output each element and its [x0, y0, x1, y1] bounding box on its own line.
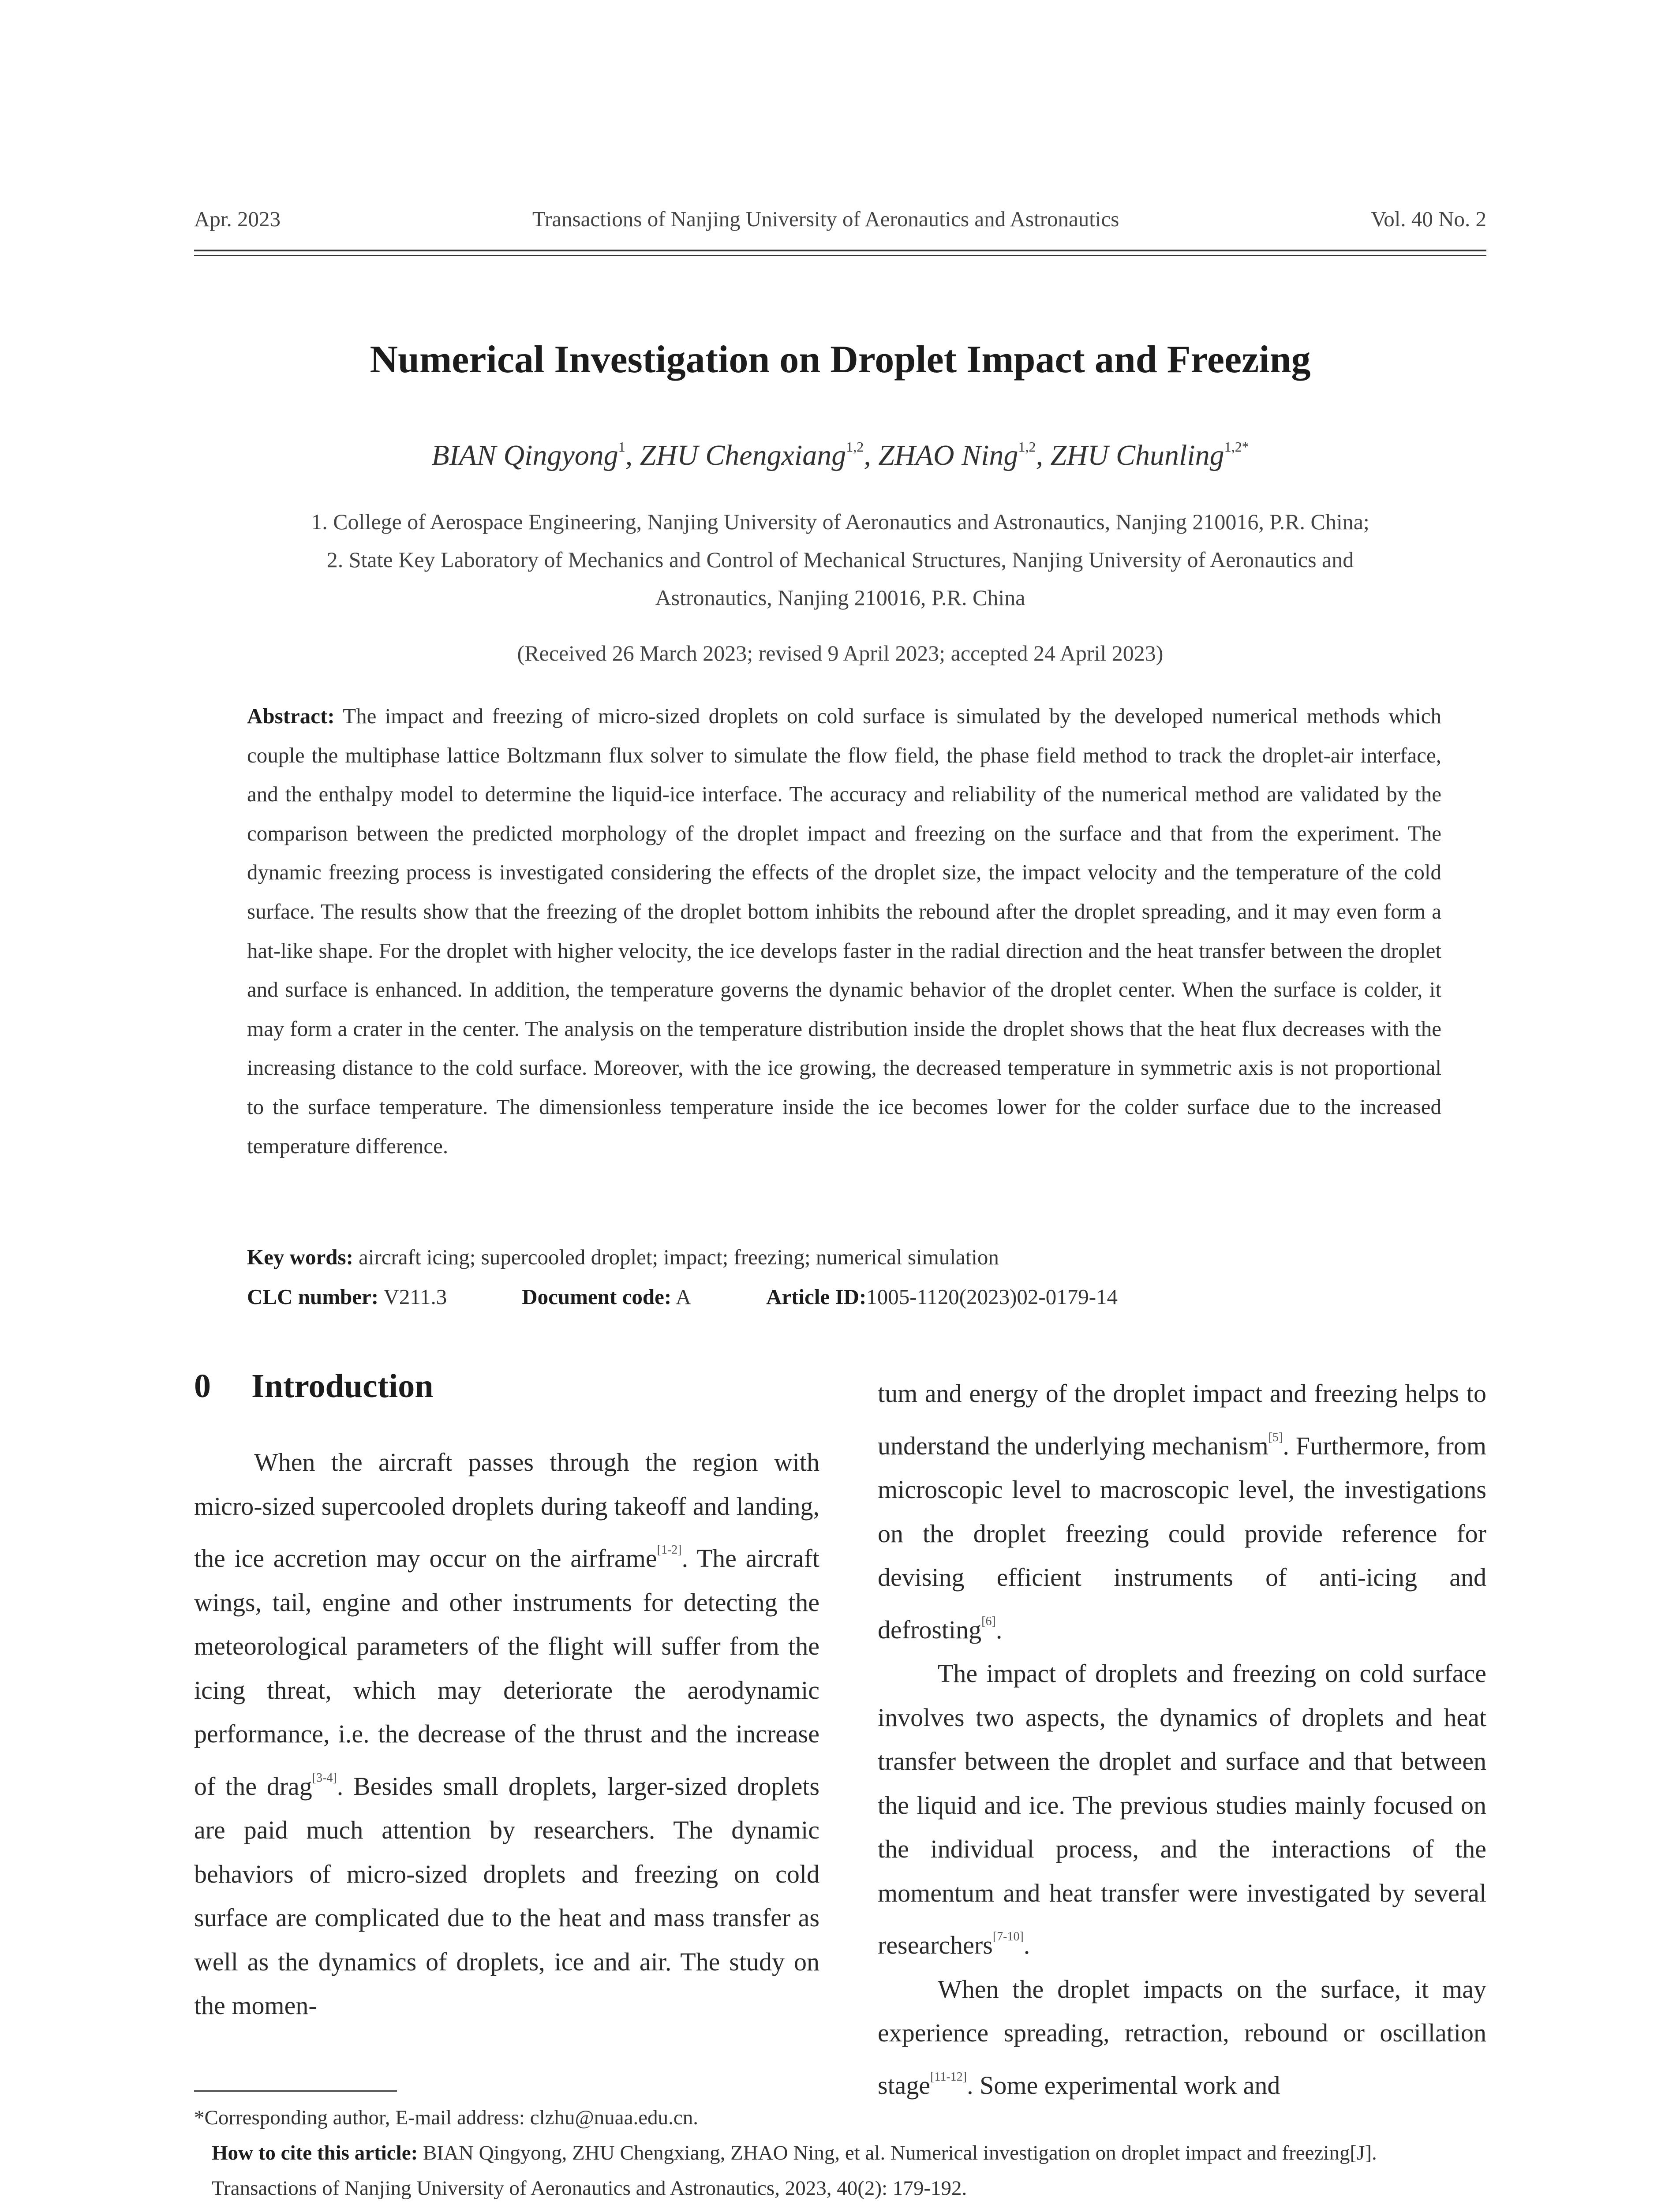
article-id-label: Article ID: [766, 1285, 867, 1309]
author-name: ZHU Chengxiang [640, 439, 846, 471]
section-number: 0 [194, 1368, 211, 1405]
author-name: ZHU Chunling [1050, 439, 1224, 471]
text-run: . Besides small droplets, larger-sized droplets are paid much attention by researchers. The dynamic behaviors of micro-sized droplets and freezing on cold surface are complicated due to the heat and mass transfer as well as the dynamics of droplets, ice and air. The study on the momen- [194, 1771, 819, 2020]
citation-ref: [7-10] [992, 1930, 1024, 1943]
section-title: Introduction [251, 1368, 434, 1405]
author-list [194, 439, 1486, 472]
right-column [878, 1372, 1486, 2107]
citation-ref: [1-2] [657, 1543, 682, 1557]
header-date: Apr. 2023 [194, 207, 281, 231]
affiliation-line: Astronautics, Nanjing 210016, P.R. China [655, 585, 1025, 610]
citation-note [194, 2135, 1486, 2205]
footnote-rule [194, 2090, 397, 2092]
paragraph [878, 1372, 1486, 1652]
paragraph [194, 1440, 819, 2028]
header-rule-thick [194, 250, 1486, 251]
footnotes [194, 2100, 1486, 2205]
text-run: tum and energy of the droplet impact and freezing helps to understand the underlying mechanism [878, 1379, 1486, 1460]
text-run: . Some experimental work and [967, 2070, 1280, 2100]
text-run: . [1023, 1931, 1030, 1959]
article-id-value: 1005-1120(2023)02-0179-14 [866, 1285, 1118, 1309]
header-rule-thin [194, 255, 1486, 256]
clc-label: CLC number: [247, 1285, 379, 1309]
author-separator: , [864, 439, 879, 471]
author-name: ZHAO Ning [878, 439, 1018, 471]
paper-title: Numerical Investigation on Droplet Impact and Freezing [370, 338, 1311, 381]
affiliations [194, 503, 1486, 617]
clc-value: V211.3 [383, 1285, 447, 1309]
received-dates: (Received 26 March 2023; revised 9 April 2023; accepted 24 April 2023) [517, 641, 1164, 665]
affiliation-line: 2. State Key Laboratory of Mechanics and Control of Mechanical Structures, Nanjing University of Aeronautics and [326, 547, 1354, 572]
classification-codes [247, 1284, 1193, 1309]
author-name: BIAN Qingyong [431, 439, 618, 471]
header-volume: Vol. 40 No. 2 [1371, 207, 1486, 231]
keywords-label: Key words: [247, 1245, 353, 1269]
abstract [247, 697, 1441, 1166]
document-code-value: A [675, 1285, 692, 1309]
text-run: . Furthermore, from microscopic level to macroscopic level, the investigations on the droplet freezing could provide reference for devising efficient instruments of anti-icing and defrosting [878, 1431, 1486, 1644]
text-run: When the aircraft passes through the region with micro-sized supercooled droplets during takeoff and landing, the ice accretion may occur on the airframe [194, 1448, 819, 1573]
paragraph [878, 1652, 1486, 1967]
text-run: The impact of droplets and freezing on cold surface involves two aspects, the dynamics of droplets and heat transfer between the droplet and surface and that between the liquid and ice. The previous studies mainly focused on the individual process, and the interactions of the momentum and heat transfer were investigated by several researchers [878, 1659, 1486, 1959]
author-affil-sup: 1,2 [846, 439, 864, 455]
abstract-text: The impact and freezing of micro-sized droplets on cold surface is simulated by the developed numerical methods which couple the multiphase lattice Boltzmann flux solver to simulate the flow field, the phase field method to track the droplet-air interface, and the enthalpy model to determine the liquid-ice interface. The accuracy and reliability of the numerical method are validated by the comparison between the predicted morphology of the droplet impact and freezing on the surface and that from the experiment. The dynamic freezing process is investigated considering the effects of the droplet size, the impact velocity and the temperature of the cold surface. The results show that the freezing of the droplet bottom inhibits the rebound after the droplet spreading, and it may even form a hat-like shape. For the droplet with higher velocity, the ice develops faster in the radial direction and the heat transfer between the droplet and surface is enhanced. In addition, the temperature governs the dynamic behavior of the droplet center. When the surface is colder, it may form a crater in the center. The analysis on the temperature distribution inside the droplet shows that the heat flux decreases with the increasing distance to the cold surface. Moreover, with the ice growing, the decreased temperature in symmetric axis is not proportional to the surface temperature. The dimensionless temperature inside the ice becomes lower for the colder surface due to the increased temperature difference. [247, 704, 1441, 1158]
author-affil-sup: 1,2* [1224, 439, 1249, 455]
running-header [194, 206, 1486, 232]
text-run: . [995, 1615, 1003, 1644]
paragraph [878, 1967, 1486, 2108]
author-affil-sup: 1,2 [1018, 439, 1036, 455]
citation-ref: [5] [1268, 1430, 1283, 1444]
cite-text: BIAN Qingyong, ZHU Chengxiang, ZHAO Ning, et al. Numerical investigation on droplet impact and freezing[J]. Transactions of Nanjing University of Aeronautics and Astronautics, 2023, 40(2): 179-192. [212, 2141, 1377, 2200]
left-column [194, 1440, 819, 2028]
corresponding-author-note: *Corresponding author, E-mail address: clzhu@nuaa.edu.cn. [194, 2106, 698, 2129]
keywords-text: aircraft icing; supercooled droplet; impact; freezing; numerical simulation [359, 1245, 999, 1269]
header-journal: Transactions of Nanjing University of Aeronautics and Astronautics [532, 207, 1119, 231]
citation-ref: [11-12] [930, 2070, 967, 2084]
cite-label: How to cite this article: [212, 2141, 418, 2164]
affiliation-line: 1. College of Aerospace Engineering, Nanjing University of Aeronautics and Astronautics, Nanjing 210016, P.R. China; [311, 509, 1369, 534]
keywords [247, 1245, 1441, 1270]
text-run: . The aircraft wings, tail, engine and other instruments for detecting the meteorological parameters of the flight will suffer from the icing threat, which may deteriorate the aerodynamic performance, i.e. the decrease of the thrust and the increase of the drag [194, 1544, 820, 1801]
abstract-label: Abstract: [247, 704, 335, 728]
author-separator: , [1036, 439, 1051, 471]
text-run: When the droplet impacts on the surface, it may experience spreading, retraction, rebound or oscillation stage [878, 1974, 1486, 2100]
document-code-label: Document code: [522, 1285, 672, 1309]
section-heading [194, 1367, 433, 1405]
citation-ref: [6] [981, 1614, 996, 1628]
author-separator: , [625, 439, 640, 471]
author-affil-sup: 1 [618, 439, 625, 455]
citation-ref: [3-4] [312, 1771, 337, 1785]
